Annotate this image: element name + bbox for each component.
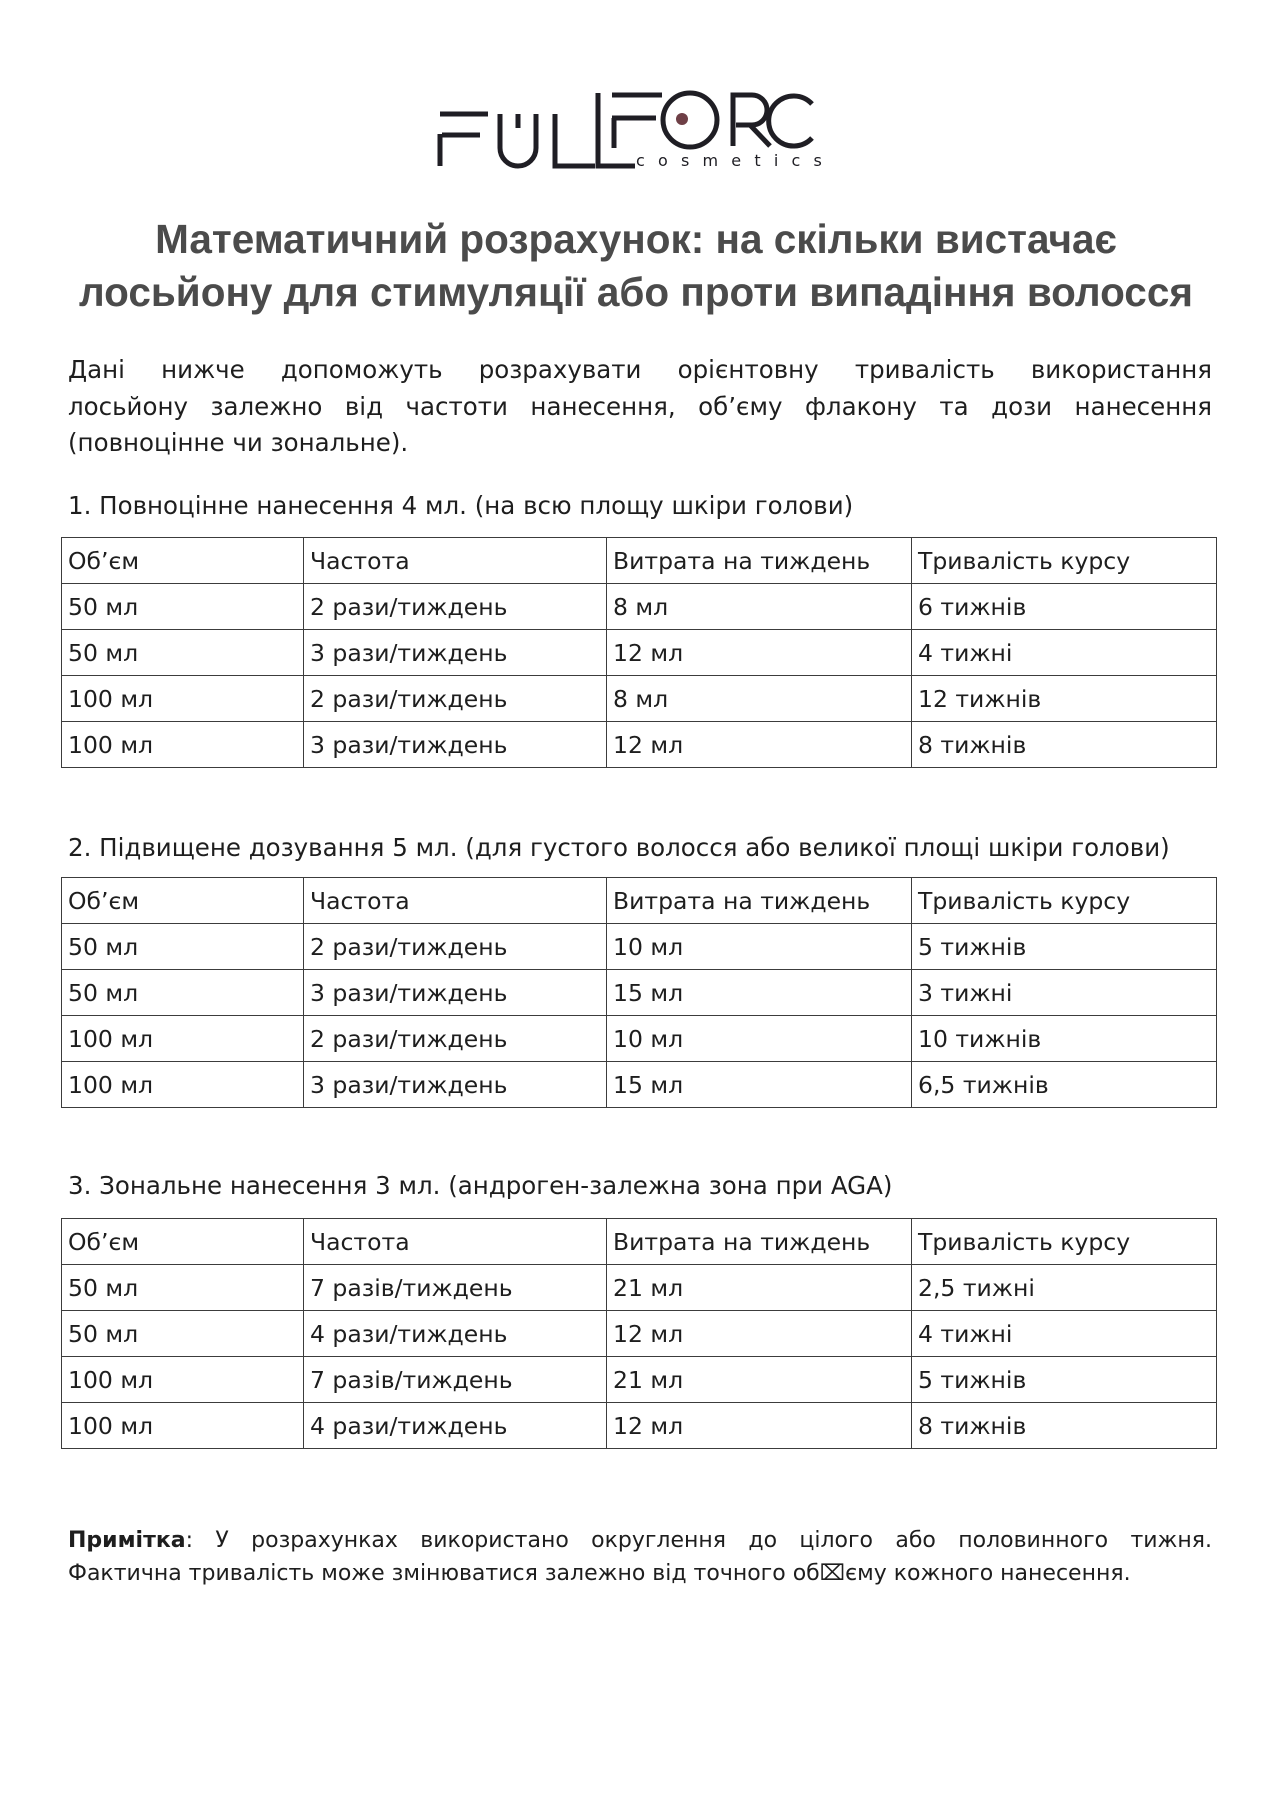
cell-volume: 100 мл (62, 722, 304, 768)
column-header-course-duration: Тривалість курсу (912, 538, 1217, 584)
cell-weekly-usage: 21 мл (607, 1265, 912, 1311)
table-row (62, 970, 1217, 1016)
cell-course-duration: 5 тижнів (912, 924, 1217, 970)
table-row (62, 1403, 1217, 1449)
table-row (62, 676, 1217, 722)
table-row (62, 722, 1217, 768)
column-header-volume: Об’єм (62, 1219, 304, 1265)
section-heading-3: 3. Зональне нанесення 3 мл. (андроген-залежна зона при AGA) (68, 1171, 893, 1200)
table-row (62, 1062, 1217, 1108)
fullforce-logo-icon (430, 88, 830, 173)
cell-frequency: 3 рази/тиждень (304, 630, 607, 676)
cell-frequency: 3 рази/тиждень (304, 1062, 607, 1108)
cell-frequency: 4 рази/тиждень (304, 1403, 607, 1449)
cell-volume: 100 мл (62, 1016, 304, 1062)
intro-line-1: Дані нижче допоможуть розрахувати орієнтовну тривалість використання (68, 355, 1212, 384)
intro-paragraph (68, 352, 1212, 462)
table-full-application (61, 537, 1217, 768)
cell-weekly-usage: 10 мл (607, 924, 912, 970)
column-header-weekly-usage: Витрата на тиждень (607, 538, 912, 584)
cell-course-duration: 3 тижні (912, 970, 1217, 1016)
footnote-line-1 (68, 1524, 1212, 1557)
cell-course-duration: 6,5 тижнів (912, 1062, 1217, 1108)
cell-weekly-usage: 8 мл (607, 676, 912, 722)
page-title-line-1: Математичний розрахунок: на скільки вистачає (155, 216, 1117, 262)
cell-frequency: 2 рази/тиждень (304, 584, 607, 630)
logo-tagline: cosmetics (636, 151, 830, 170)
column-header-frequency: Частота (304, 878, 607, 924)
table-zonal-application (61, 1218, 1217, 1449)
table-increased-dosage (61, 877, 1217, 1108)
column-header-frequency: Частота (304, 1219, 607, 1265)
cell-volume: 100 мл (62, 1357, 304, 1403)
cell-course-duration: 5 тижнів (912, 1357, 1217, 1403)
column-header-weekly-usage: Витрата на тиждень (607, 878, 912, 924)
cell-course-duration: 6 тижнів (912, 584, 1217, 630)
cell-weekly-usage: 21 мл (607, 1357, 912, 1403)
cell-course-duration: 8 тижнів (912, 1403, 1217, 1449)
cell-weekly-usage: 8 мл (607, 584, 912, 630)
cell-weekly-usage: 10 мл (607, 1016, 912, 1062)
cell-frequency: 3 рази/тиждень (304, 970, 607, 1016)
logo-dot-icon (676, 113, 688, 125)
cell-volume: 100 мл (62, 1062, 304, 1108)
table-row (62, 1016, 1217, 1062)
cell-volume: 100 мл (62, 676, 304, 722)
cell-weekly-usage: 15 мл (607, 1062, 912, 1108)
column-header-course-duration: Тривалість курсу (912, 878, 1217, 924)
cell-weekly-usage: 12 мл (607, 630, 912, 676)
cell-frequency: 4 рази/тиждень (304, 1311, 607, 1357)
footnote-line-2: Фактична тривалість може змінюватися залежно від точного об⌧єму кожного нанесення. (68, 1561, 1131, 1586)
cell-course-duration: 10 тижнів (912, 1016, 1217, 1062)
table-row (62, 584, 1217, 630)
column-header-course-duration: Тривалість курсу (912, 1219, 1217, 1265)
cell-frequency: 7 разів/тиждень (304, 1357, 607, 1403)
cell-volume: 50 мл (62, 1265, 304, 1311)
intro-line-2: лосьйону залежно від частоти нанесення, об’єму флакону та дози нанесення (68, 391, 1212, 421)
table-row (62, 1265, 1217, 1311)
column-header-weekly-usage: Витрата на тиждень (607, 1219, 912, 1265)
cell-volume: 50 мл (62, 584, 304, 630)
cell-course-duration: 4 тижні (912, 1311, 1217, 1357)
cell-frequency: 3 рази/тиждень (304, 722, 607, 768)
cell-course-duration: 2,5 тижні (912, 1265, 1217, 1311)
cell-frequency: 7 разів/тиждень (304, 1265, 607, 1311)
table-row (62, 924, 1217, 970)
table-row (62, 1357, 1217, 1403)
intro-line-3: (повноцінне чи зональне). (68, 428, 409, 457)
footnote (68, 1524, 1212, 1590)
table-header-row (62, 1219, 1217, 1265)
table-row (62, 1311, 1217, 1357)
cell-weekly-usage: 12 мл (607, 722, 912, 768)
table-row (62, 630, 1217, 676)
section-heading-2: 2. Підвищене дозування 5 мл. (для густого волосся або великої площі шкіри голови) (68, 833, 1170, 862)
cell-volume: 50 мл (62, 970, 304, 1016)
cell-volume: 50 мл (62, 630, 304, 676)
table-header-row (62, 878, 1217, 924)
cell-volume: 50 мл (62, 924, 304, 970)
cell-frequency: 2 рази/тиждень (304, 924, 607, 970)
column-header-volume: Об’єм (62, 878, 304, 924)
cell-frequency: 2 рази/тиждень (304, 676, 607, 722)
brand-logo (430, 88, 830, 173)
table-header-row (62, 538, 1217, 584)
section-heading-1: 1. Повноцінне нанесення 4 мл. (на всю площу шкіри голови) (68, 491, 854, 520)
cell-volume: 100 мл (62, 1403, 304, 1449)
cell-course-duration: 4 тижні (912, 630, 1217, 676)
cell-volume: 50 мл (62, 1311, 304, 1357)
footnote-label: Примітка (68, 1528, 186, 1553)
column-header-volume: Об’єм (62, 538, 304, 584)
cell-weekly-usage: 12 мл (607, 1311, 912, 1357)
cell-weekly-usage: 12 мл (607, 1403, 912, 1449)
cell-course-duration: 8 тижнів (912, 722, 1217, 768)
cell-course-duration: 12 тижнів (912, 676, 1217, 722)
cell-frequency: 2 рази/тиждень (304, 1016, 607, 1062)
footnote-line-1-text: : У розрахунках використано округлення до цілого або половинного тижня. (185, 1528, 1212, 1553)
column-header-frequency: Частота (304, 538, 607, 584)
page-title-line-2: лосьйону для стимуляції або проти випадіння волосся (78, 269, 1193, 315)
cell-weekly-usage: 15 мл (607, 970, 912, 1016)
